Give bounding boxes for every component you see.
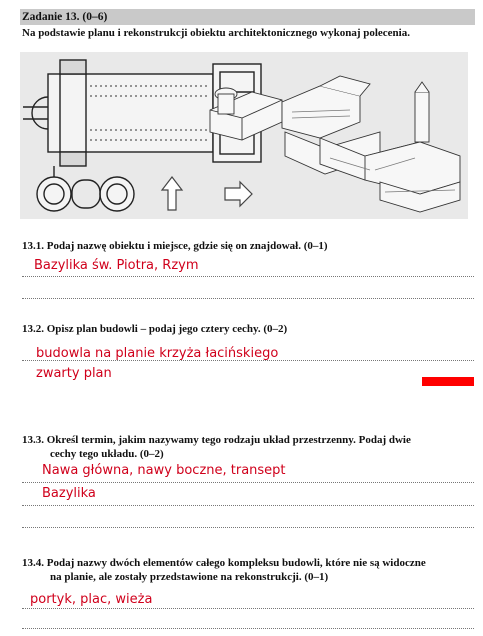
- answer-13-2-line-2: zwarty plan: [36, 366, 112, 381]
- question-number: 13.2.: [22, 323, 44, 335]
- answer-13-1-line-1: Bazylika św. Piotra, Rzym: [34, 258, 199, 273]
- question-13-2: [22, 322, 474, 336]
- architecture-figure: [20, 52, 468, 219]
- arrow-up-icon: [162, 177, 182, 210]
- red-mark: [422, 377, 474, 386]
- answer-line: [22, 608, 474, 609]
- answer-13-3-line-2: Bazylika: [42, 486, 96, 501]
- answer-line: [22, 527, 474, 528]
- answer-line: [22, 360, 474, 361]
- question-13-3: [22, 433, 474, 461]
- answer-13-3-line-1: Nawa główna, nawy boczne, transept: [42, 463, 286, 478]
- question-13-1: [22, 239, 474, 253]
- answer-line: [22, 505, 474, 506]
- answer-line: [22, 276, 474, 277]
- question-number: 13.4.: [22, 557, 44, 569]
- task-instruction: Na podstawie planu i rekonstrukcji obiektu architektonicznego wykonaj polecenia.: [22, 27, 410, 39]
- question-text-line-2: na planie, ale zostały przedstawione na rekonstrukcji. (0–1): [50, 571, 329, 583]
- answer-13-2-line-1: budowla na planie krzyża łacińskiego: [36, 346, 279, 361]
- arrow-right-icon: [225, 182, 252, 206]
- question-number: 13.3.: [22, 434, 44, 446]
- question-text: Opisz plan budowli – podaj jego cztery cechy. (0–2): [46, 323, 288, 335]
- answer-line: [22, 482, 474, 483]
- answer-line: [22, 628, 474, 629]
- question-text-line-1: Podaj nazwy dwóch elementów całego kompleksu budowli, które nie są widoczne: [46, 557, 426, 569]
- question-text-line-1: Określ termin, jakim nazywamy tego rodzaju układ przestrzenny. Podaj dwie: [46, 434, 411, 446]
- question-13-4: [22, 556, 474, 584]
- task-title: Zadanie 13. (0–6): [22, 11, 108, 23]
- question-text: Podaj nazwę obiektu i miejsce, gdzie się on znajdował. (0–1): [46, 240, 328, 252]
- question-number: 13.1.: [22, 240, 44, 252]
- question-text-line-2: cechy tego układu. (0–2): [50, 448, 164, 460]
- answer-line: [22, 298, 474, 299]
- answer-13-4-line-1: portyk, plac, wieża: [30, 592, 153, 607]
- plan-and-reconstruction-image: [20, 52, 468, 219]
